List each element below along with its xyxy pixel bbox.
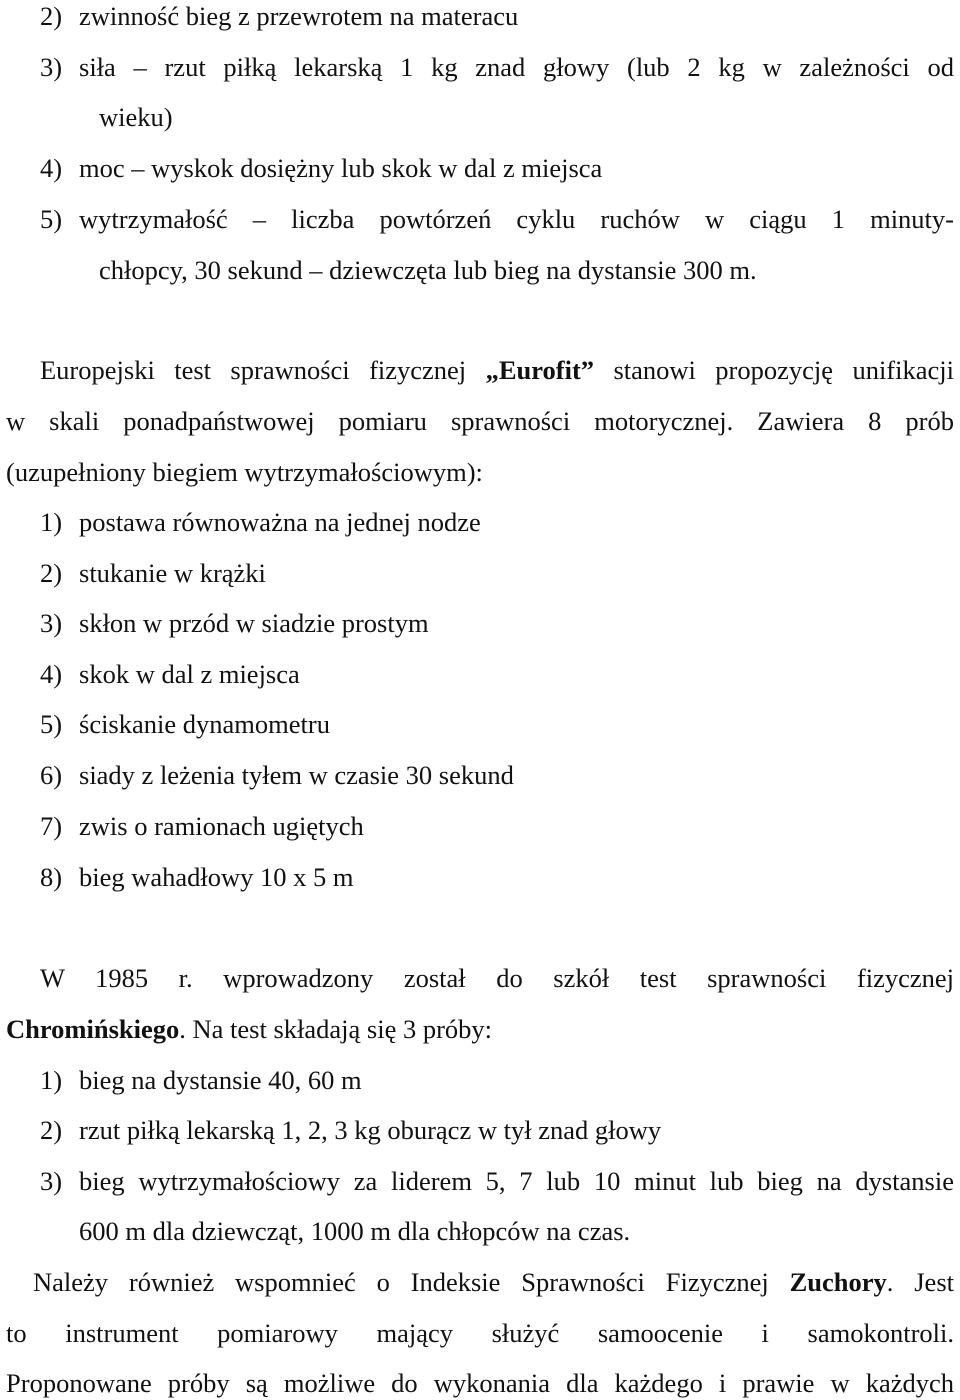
paragraph-line bbox=[40, 357, 954, 384]
list-item: siła – rzut piłką lekarską 1 kg znad głowy (lub 2 kg w zależności od bbox=[79, 52, 954, 82]
list-item: siady z leżenia tyłem w czasie 30 sekund bbox=[79, 760, 514, 790]
list-number: 2) bbox=[40, 1115, 63, 1145]
paragraph-line: W 1985 r. wprowadzony został do szkół test sprawności fizycznej bbox=[40, 963, 954, 993]
list-item: bieg wahadłowy 10 x 5 m bbox=[79, 862, 354, 892]
list-number: 2) bbox=[40, 558, 63, 588]
text-span: Europejski test sprawności fizycznej bbox=[40, 355, 486, 385]
paragraph-line bbox=[33, 1269, 954, 1296]
paragraph-line: Proponowane próby są możliwe do wykonania dla każdego i prawie w każdych bbox=[6, 1368, 954, 1398]
list-item: skłon w przód w siadzie prostym bbox=[79, 608, 429, 638]
text-span: stanowi propozycję unifikacji bbox=[594, 355, 954, 385]
list-item: zwis o ramionach ugiętych bbox=[79, 811, 364, 841]
list-number: 3) bbox=[40, 608, 63, 638]
test-name-zuchora: Zuchory bbox=[789, 1267, 887, 1297]
list-item: skok w dal z miejsca bbox=[79, 659, 300, 689]
text-span: Należy również wspomnieć o Indeksie Sprawności Fizycznej bbox=[33, 1267, 790, 1297]
list-number: 6) bbox=[40, 760, 63, 790]
list-number: 2) bbox=[40, 1, 63, 31]
paragraph-line: (uzupełniony biegiem wytrzymałościowym): bbox=[6, 457, 483, 487]
test-name-chrominski: Chromińskiego bbox=[6, 1014, 180, 1044]
test-name-eurofit: „Eurofit” bbox=[485, 355, 595, 385]
list-number: 5) bbox=[40, 709, 63, 739]
list-item: rzut piłką lekarską 1, 2, 3 kg oburącz w tył znad głowy bbox=[79, 1115, 662, 1145]
list-number: 8) bbox=[40, 862, 63, 892]
list-item: moc – wyskok dosiężny lub skok w dal z miejsca bbox=[79, 153, 603, 183]
list-item-continuation: wieku) bbox=[99, 102, 173, 132]
text-span: . Na test składają się 3 próby: bbox=[179, 1014, 493, 1044]
list-number: 7) bbox=[40, 811, 63, 841]
list-item: postawa równoważna na jednej nodze bbox=[79, 507, 481, 537]
list-number: 4) bbox=[40, 153, 63, 183]
list-number: 4) bbox=[40, 659, 63, 689]
list-item: zwinność bieg z przewrotem na materacu bbox=[79, 1, 519, 31]
list-item: stukanie w krążki bbox=[79, 558, 266, 588]
list-number: 1) bbox=[40, 507, 63, 537]
list-item: ściskanie dynamometru bbox=[79, 709, 330, 739]
paragraph-line: w skali ponadpaństwowej pomiaru sprawności motorycznej. Zawiera 8 prób bbox=[6, 406, 954, 436]
list-item-continuation: 600 m dla dziewcząt, 1000 m dla chłopców na czas. bbox=[79, 1216, 631, 1246]
list-number: 3) bbox=[40, 52, 63, 82]
list-number: 3) bbox=[40, 1166, 63, 1196]
list-item-continuation: chłopcy, 30 sekund – dziewczęta lub bieg na dystansie 300 m. bbox=[99, 255, 757, 285]
list-number: 1) bbox=[40, 1065, 63, 1095]
list-item: bieg wytrzymałościowy za liderem 5, 7 lub 10 minut lub bieg na dystansie bbox=[79, 1166, 954, 1196]
paragraph-line: to instrument pomiarowy mający służyć samoocenie i samokontroli. bbox=[6, 1318, 954, 1348]
list-number: 5) bbox=[40, 204, 63, 234]
list-item: wytrzymałość – liczba powtórzeń cyklu ruchów w ciągu 1 minuty- bbox=[79, 204, 954, 234]
paragraph-line bbox=[6, 1016, 492, 1043]
text-span: . Jest bbox=[886, 1267, 954, 1297]
list-item: bieg na dystansie 40, 60 m bbox=[79, 1065, 362, 1095]
